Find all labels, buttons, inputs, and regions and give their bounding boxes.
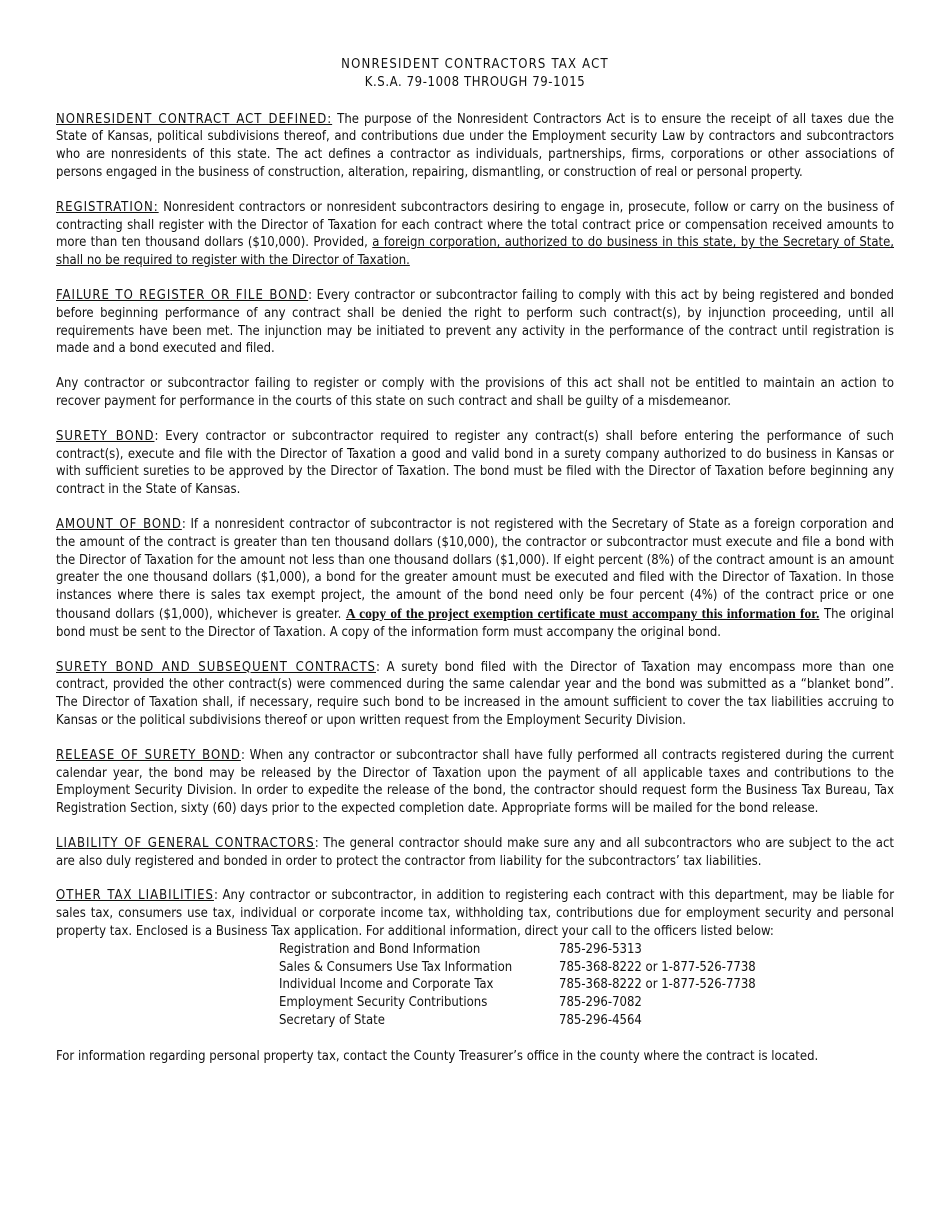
contact-row [279, 941, 756, 959]
section-text: Nonresident contractors or nonresident subcontractors desiring to engage in, prosecute, follow or carry on the business of contracting shall register with the Director of Taxation for each contract where the total contract price or compensation received amounts to more than ten thousand dollars ($10,000). Provided, [56, 199, 894, 251]
contact-label: Employment Security Contributions [279, 995, 488, 1011]
contact-label: Sales & Consumers Use Tax Information [279, 959, 513, 975]
document-title: NONRESIDENT CONTRACTORS TAX ACT [341, 57, 609, 72]
section-heading: SURETY BOND AND SUBSEQUENT CONTRACTS [56, 659, 376, 675]
document-page [56, 56, 894, 1066]
section-bold-notice: A copy of the project exemption certificate must accompany this information for. [345, 605, 820, 621]
section-text: : If a nonresident contractor of subcontractor is not registered with the Secretary of State as a foreign corporation and the amount of the contract is greater than ten thousand dollars ($10,000), the contractor or subcontractor must execute and file a bond with the Director of Taxation for the amount not less than one thousand dollars ($1,000). If eight percent (8%) of the contract amount is an amount greater the one thousand dollars ($1,000), a bond for the greater amount must be executed and filed with the Director of Taxation. In those instances where there is sales tax exempt project, the amount of the bond need only be four percent (4%) of the contract price or one thousand dollars ($1,000), whichever is greater. [56, 516, 894, 622]
contact-label: Registration and Bond Information [279, 941, 481, 957]
contact-table [279, 941, 756, 1030]
section-text: : The general contractor should make sure any and all subcontractors who are subject to the act are also duly registered and bonded in order to protect the contractor from liability for the subcontractors’ tax liabilities. [56, 835, 894, 869]
section-text: The purpose of the Nonresident Contractors Act is to ensure the receipt of all taxes due the State of Kansas, political subdivisions thereof, and contributions due under the Employment security Law by contractors and subcontractors who are nonresidents of this state. The act defines a contractor as individuals, partnerships, firms, corporations or other associations of persons engaged in the business of construction, alteration, repairing, dismantling, or construction of real or personal property. [56, 111, 894, 180]
section-failure [56, 287, 894, 358]
contact-phone: 785-296-4564 [559, 1013, 642, 1029]
section-text: : Every contractor or subcontractor failing to comply with this act by being registered and bonded before beginning performance of any contract shall be denied the right to perform such contract(s), by injunction proceeding, until all requirements have been met. The injunction may be initiated to prevent any activity in the performance of the contract until registration is made and a bond executed and filed. [56, 287, 894, 357]
section-text: : Any contractor or subcontractor, in addition to registering each contract with this department, may be liable for sales tax, consumers use tax, individual or corporate income tax, withholding tax, contributions due for employment security and personal property tax. Enclosed is a Business Tax application. For additional information, direct your call to the officers listed below: [56, 888, 895, 940]
section-amount [56, 516, 894, 642]
contact-phone: 785-296-5313 [559, 941, 642, 957]
section-subsequent [56, 659, 894, 730]
section-liability [56, 835, 894, 871]
contact-label: Individual Income and Corporate Tax [279, 977, 494, 993]
section-heading: FAILURE TO REGISTER OR FILE BOND [56, 287, 309, 303]
section-registration [56, 199, 894, 270]
section-defined [56, 111, 894, 182]
section-text-tail: The original bond must be sent to the Director of Taxation. A copy of the information form must accompany the original bond. [56, 606, 894, 640]
section-release [56, 747, 894, 818]
contact-row [279, 994, 756, 1012]
section-text: : When any contractor or subcontractor shall have fully performed all contracts registered during the current calendar year, the bond may be released by the Director of Taxation upon the payment of all applicable taxes and contributions to the Employment Security Division. In order to expedite the release of the bond, the contractor should request form the Business Tax Bureau, Tax Registration Section, sixty (60) days prior to the expected completion date. Appropriate forms will be mailed for the bond release. [56, 747, 894, 817]
section-text: : A surety bond filed with the Director of Taxation may encompass more than one contract, provided the other contract(s) were commenced during the same calendar year and the bond was submitted as a “blanket bond”. The Director of Taxation shall, if necessary, require such bond to be increased in the amount sufficient to cover the tax liabilities accruing to Kansas or the political subdivisions thereof or upon written request from the Employment Security Division. [56, 659, 894, 728]
footer-note: For information regarding personal property tax, contact the County Treasurer’s office in the county where the contract is located. [56, 1048, 819, 1064]
contact-row [279, 1012, 756, 1030]
section-heading: SURETY BOND [56, 428, 155, 444]
contact-phone: 785-368-8222 or 1-877-526-7738 [559, 959, 756, 975]
contact-row [279, 976, 756, 994]
section-other [56, 887, 894, 940]
document-subtitle: K.S.A. 79-1008 THROUGH 79-1015 [364, 74, 586, 90]
section-text: : Every contractor or subcontractor required to register any contract(s) shall before entering the performance of such contract(s), execute and file with the Director of Taxation a good and valid bond in a surety company authorized to do business in Kansas or with sufficient sureties to be approved by the Director of Taxation. The bond must be filed with the Director of Taxation before beginning any contract in the State of Kansas. [56, 428, 894, 498]
section-underlined-text: a foreign corporation, authorized to do business in this state, by the Secretary of State, shall no be required to register with the Director of Taxation. [56, 235, 894, 269]
section-heading: RELEASE OF SURETY BOND [56, 747, 241, 763]
contact-phone: 785-368-8222 or 1-877-526-7738 [559, 977, 756, 993]
section-heading: NONRESIDENT CONTRACT ACT DEFINED: [56, 111, 333, 127]
section-failure-followup: Any contractor or subcontractor failing to register or comply with the provisions of this act shall not be entitled to maintain an action to recover payment for performance in the courts of this state on such contract and shall be guilty of a misdemeanor. [56, 376, 894, 409]
section-surety [56, 428, 894, 499]
section-heading: OTHER TAX LIABILITIES [56, 888, 214, 904]
section-heading: LIABILITY OF GENERAL CONTRACTORS [56, 835, 315, 851]
section-heading: AMOUNT OF BOND [56, 516, 182, 532]
section-heading: REGISTRATION: [56, 199, 159, 215]
contact-phone: 785-296-7082 [559, 995, 642, 1011]
contact-row [279, 959, 756, 977]
contact-label: Secretary of State [279, 1013, 385, 1029]
